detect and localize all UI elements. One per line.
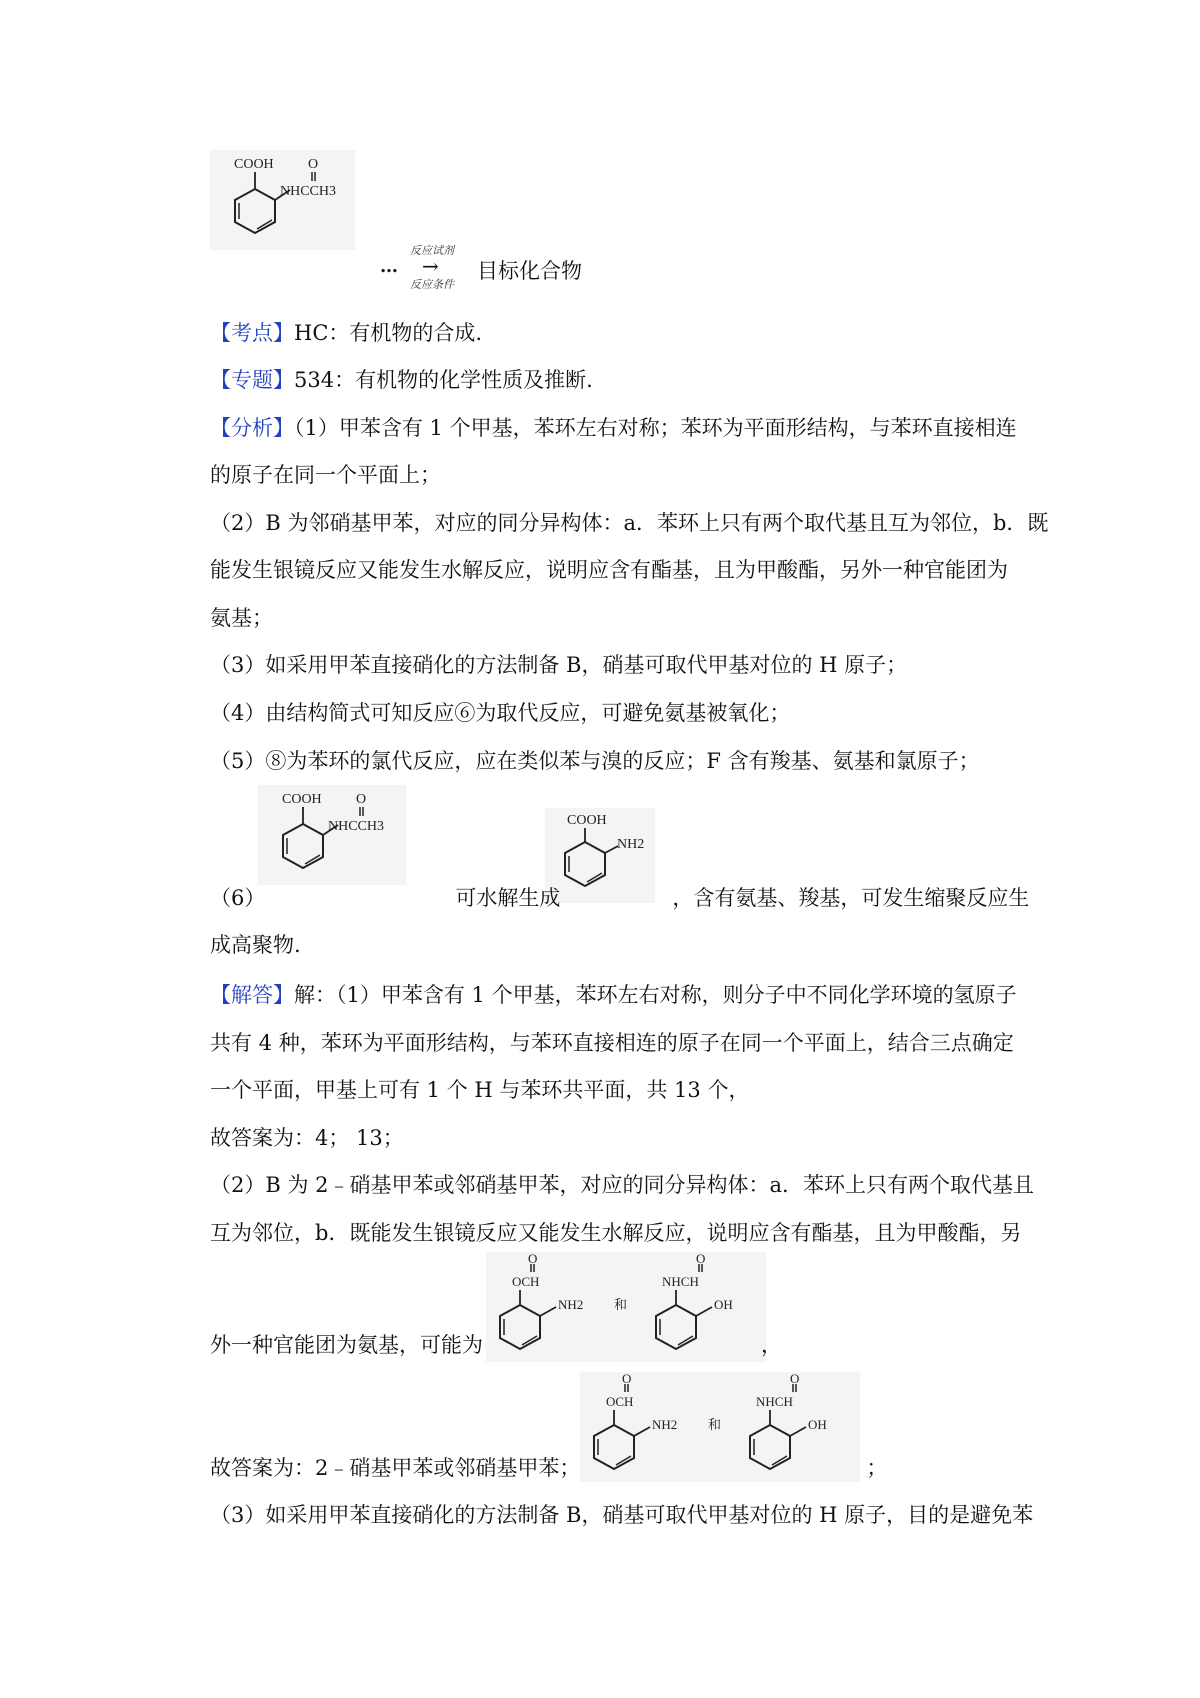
- fenxi-line-9: [210, 883, 1030, 913]
- label-cooh: COOH: [234, 157, 274, 172]
- fenxi-text-9c: ，含有氨基、羧基，可发生缩聚反应生: [672, 886, 1030, 910]
- jieda-line-6: 互为邻位，b．既能发生银镜反应又能发生水解反应，说明应含有酯基，且为甲酸酯，另: [210, 1221, 1022, 1245]
- zhuanti-line: [210, 365, 1030, 395]
- fenxi-line-4: 能发生银镜反应又能发生水解反应，说明应含有酯基，且为甲酸酯，另外一种官能团为: [210, 558, 1008, 582]
- jieda-line-7: [210, 1330, 1030, 1360]
- jieda-text-7b: ，: [761, 1333, 782, 1357]
- jieda-line-8: [210, 1453, 1030, 1483]
- label-and: 和: [708, 1417, 722, 1432]
- zhuanti-text: 534：有机物的化学性质及推断.: [294, 368, 593, 392]
- label-cooh: COOH: [567, 813, 607, 828]
- label-nhch: NHCH: [756, 1394, 793, 1409]
- label-o: O: [528, 1252, 538, 1266]
- label-nh2: NH2: [652, 1417, 678, 1432]
- fenxi-line-2: 的原子在同一个平面上；: [210, 463, 441, 487]
- label-o: O: [696, 1252, 706, 1266]
- jieda-text-1: 解：（1）甲苯含有 1 个甲基，苯环左右对称，则分子中不同化学环境的氢原子: [294, 983, 1017, 1007]
- fenxi-line-10: 成高聚物.: [210, 933, 301, 957]
- label-o: O: [308, 157, 319, 172]
- label-oh: OH: [714, 1297, 733, 1312]
- fenxi-tag: 【分析】: [210, 416, 294, 440]
- jieda-line-1: [210, 980, 1030, 1010]
- jieda-line-9: （3）如采用甲苯直接硝化的方法制备 B，硝基可取代甲基对位的 H 原子，目的是避免苯: [210, 1503, 1034, 1527]
- jieda-line-2: 共有 4 种，苯环为平面形结构，与苯环直接相连的原子在同一个平面上，结合三点确定: [210, 1031, 1014, 1055]
- arrow-reagent-label: 反应试剂: [410, 244, 454, 257]
- jieda-text-7a: 外一种官能团为氨基，可能为: [210, 1333, 483, 1357]
- reaction-arrow: [380, 242, 480, 292]
- label-och: OCH: [606, 1394, 634, 1409]
- fenxi-line-3: （2）B 为邻硝基甲苯，对应的同分异构体：a．苯环上只有两个取代基且互为邻位，b．既: [210, 511, 1049, 535]
- fenxi-text-1: （1）甲苯含有 1 个甲基，苯环左右对称；苯环为平面形结构，与苯环直接相连: [294, 416, 1017, 440]
- jieda-text-8a: 故答案为：2﹣硝基甲苯或邻硝基甲苯；: [210, 1456, 581, 1480]
- label-nhch: NHCH: [662, 1274, 699, 1289]
- label-och: OCH: [512, 1274, 540, 1289]
- fenxi-line-7: （4）由结构简式可知反应⑥为取代反应，可避免氨基被氧化；: [210, 701, 791, 725]
- arrow-condition-label: 反应条件: [410, 278, 454, 291]
- label-o: O: [790, 1372, 800, 1386]
- jieda-tag: 【解答】: [210, 983, 294, 1007]
- zhuanti-tag: 【专题】: [210, 368, 294, 392]
- jieda-text-8b: ；: [866, 1456, 888, 1480]
- kaodian-text: HC：有机物的合成.: [294, 321, 483, 345]
- ellipsis: …: [380, 256, 398, 277]
- label-oh: OH: [808, 1417, 827, 1432]
- molecule-acetamido-benzoic-acid-top: [210, 150, 355, 250]
- fenxi-line-5: 氨基；: [210, 606, 273, 630]
- label-and: 和: [614, 1297, 628, 1312]
- jieda-line-4: 故答案为：4； 13；: [210, 1126, 404, 1150]
- fenxi-text-9b: 可水解生成: [455, 886, 561, 910]
- label-nh2: NH2: [558, 1297, 584, 1312]
- fenxi-line-1: [210, 413, 1030, 443]
- label-o: O: [356, 792, 367, 807]
- jieda-line-3: 一个平面，甲基上可有 1 个 H 与苯环共平面，共 13 个，: [210, 1078, 750, 1102]
- label-cooh: COOH: [282, 792, 322, 807]
- label-nh2: NH2: [617, 837, 645, 852]
- fenxi-line-8: （5）⑧为苯环的氯代反应，应在类似苯与溴的反应；F 含有羧基、氨基和氯原子；: [210, 749, 980, 773]
- kaodian-tag: 【考点】: [210, 321, 294, 345]
- target-compound-text: 目标化合物: [477, 259, 582, 283]
- fenxi-line-6: （3）如采用甲苯直接硝化的方法制备 B，硝基可取代甲基对位的 H 原子；: [210, 653, 908, 677]
- label-nhcch3: NHCCH3: [280, 184, 337, 199]
- molecule-acetamido-benzoic-acid: [258, 785, 406, 885]
- fenxi-text-9a: （6）: [210, 886, 266, 910]
- jieda-line-5: （2）B 为 2﹣硝基甲苯或邻硝基甲苯，对应的同分异构体：a．苯环上只有两个取代基且: [210, 1173, 1035, 1197]
- label-nhcch3: NHCCH3: [328, 819, 385, 834]
- kaodian-line: [210, 318, 1030, 348]
- label-o: O: [622, 1372, 632, 1386]
- arrow-right-icon: →: [422, 254, 439, 278]
